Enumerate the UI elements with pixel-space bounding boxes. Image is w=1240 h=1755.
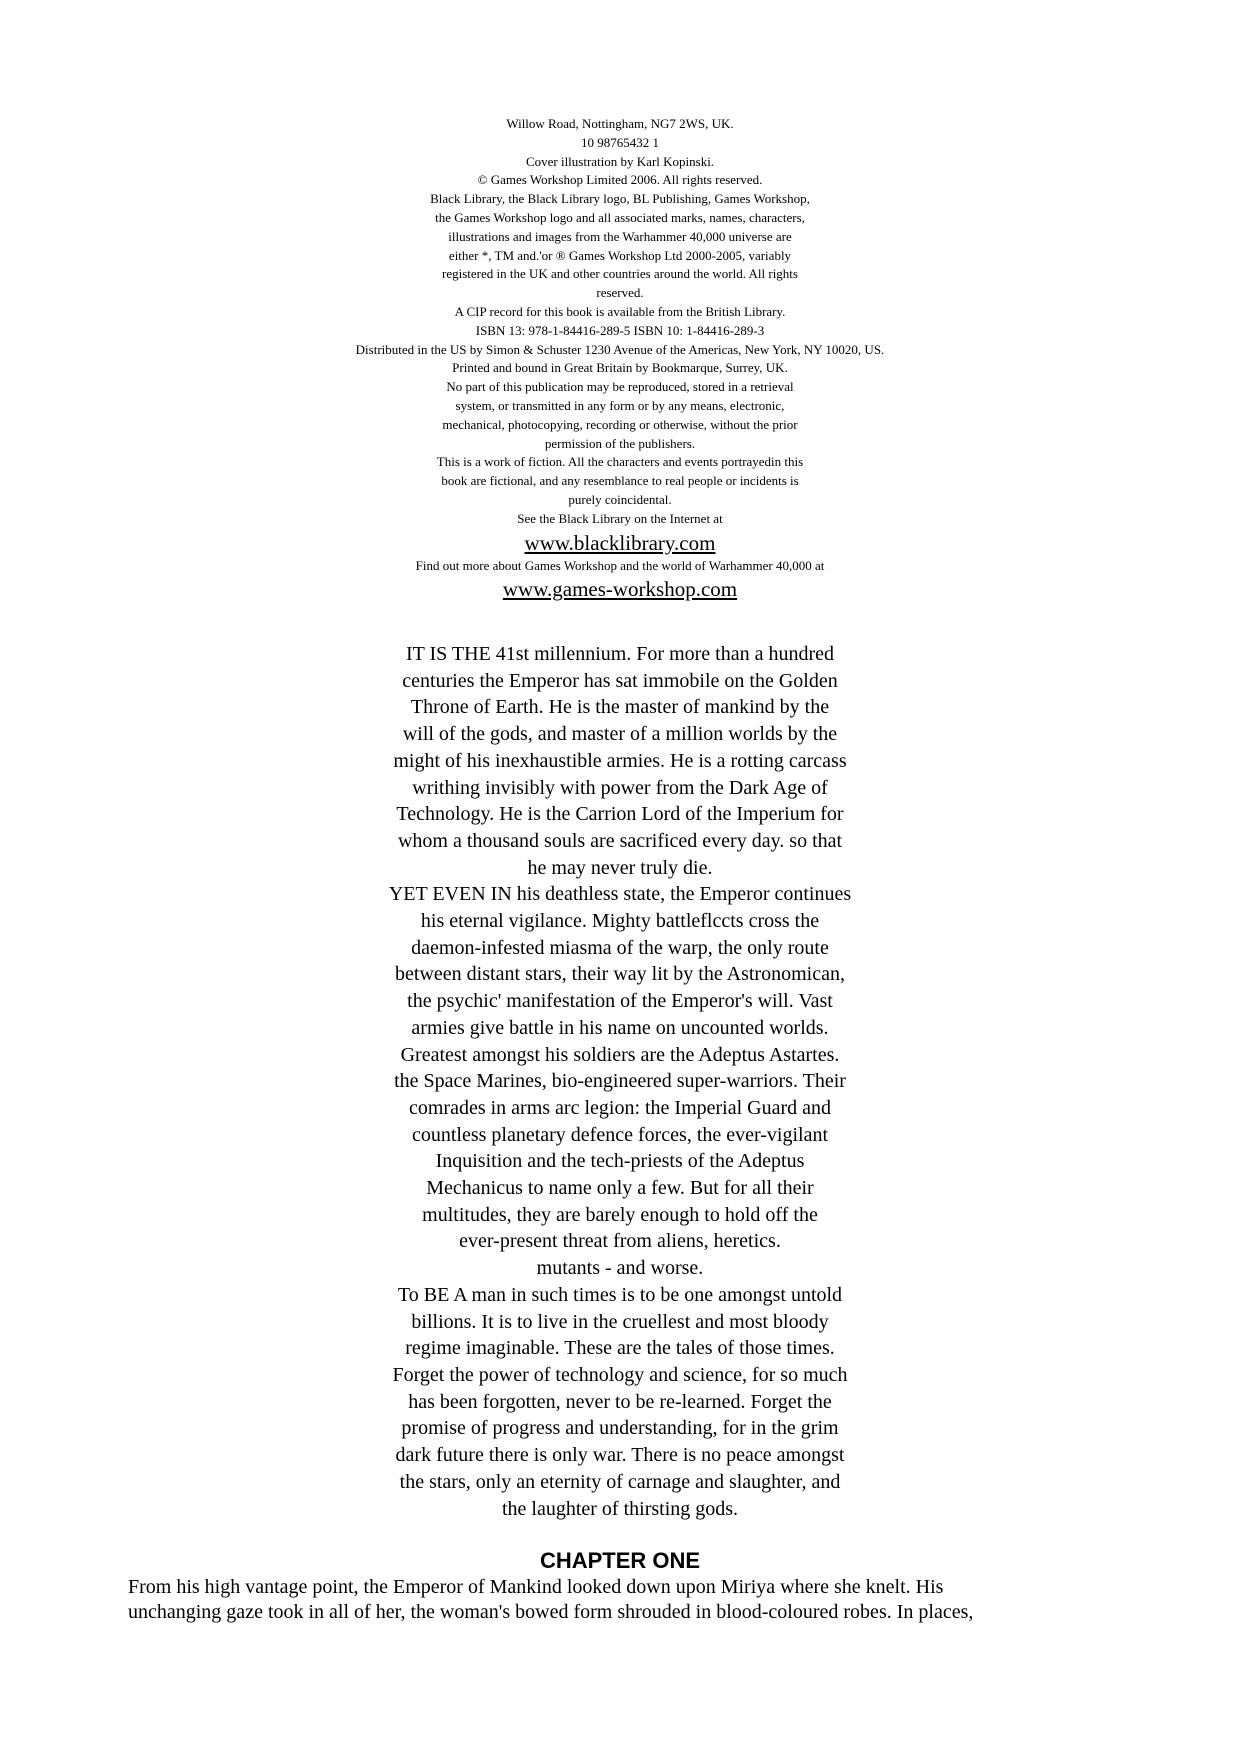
intro-line: the laughter of thirsting gods. xyxy=(501,1497,739,1520)
copyright-imprint xyxy=(0,115,1240,603)
imprint-line: 10 98765432 1 xyxy=(581,134,659,150)
imprint-line: Cover illustration by Karl Kopinski. xyxy=(525,153,715,169)
intro-line: Technology. He is the Carrion Lord of the Imperium for xyxy=(396,803,844,826)
imprint-line: registered in the UK and other countries around the world. All rights xyxy=(442,266,798,282)
intro-line: he may never truly die. xyxy=(527,856,713,879)
intro-line: Throne of Earth. He is the master of mankind by the xyxy=(410,696,830,719)
imprint-line: ISBN 13: 978-1-84416-289-5 ISBN 10: 1-84416-289-3 xyxy=(475,322,765,338)
imprint-line: book are fictional, and any resemblance to real people or incidents is xyxy=(441,473,799,489)
intro-line: billions. It is to live in the cruellest and most bloody xyxy=(411,1310,829,1333)
games-workshop-line: Find out more about Games Workshop and the world of Warhammer 40,000 at xyxy=(415,557,825,573)
intro-line: might of his inexhaustible armies. He is a rotting carcass xyxy=(393,749,847,772)
intro-line: IT IS THE 41st millennium. For more than a hundred xyxy=(405,643,835,665)
intro-line: Forget the power of technology and science, for so much xyxy=(392,1363,848,1386)
intro-line: centuries the Emperor has sat immobile on the Golden xyxy=(402,669,838,692)
imprint-line: A CIP record for this book is available from the British Library. xyxy=(454,303,786,319)
imprint-line: the Games Workshop logo and all associated marks, names, characters, xyxy=(435,209,805,225)
imprint-line: © Games Workshop Limited 2006. All rights reserved. xyxy=(477,172,763,188)
blacklibrary-link[interactable]: www.blacklibrary.com xyxy=(524,530,716,555)
games-workshop-link[interactable]: www.games-workshop.com xyxy=(502,577,738,602)
intro-line: promise of progress and understanding, for in the grim xyxy=(401,1417,839,1440)
intro-line: Mechanicus to name only a few. But for all their xyxy=(426,1177,814,1200)
intro-line: YET EVEN IN his deathless state, the Emperor continues xyxy=(388,883,852,906)
intro-text xyxy=(0,641,1240,1522)
imprint-line: permission of the publishers. xyxy=(544,435,696,451)
intro-line: daemon-infested miasma of the warp, the only route xyxy=(411,936,829,959)
imprint-line: See the Black Library on the Internet at xyxy=(517,510,723,526)
intro-line: comrades in arms arc legion: the Imperial Guard and xyxy=(408,1096,832,1119)
intro-line: dark future there is only war. There is no peace amongst xyxy=(395,1444,845,1467)
chapter-line: From his high vantage point, the Emperor of Mankind looked down upon Miriya where she knelt. His xyxy=(128,1576,944,1598)
intro-line: whom a thousand souls are sacrificed every day. so that xyxy=(397,829,843,852)
imprint-line: Willow Road, Nottingham, NG7 2WS, UK. xyxy=(506,116,734,131)
intro-line: the stars, only an eternity of carnage and slaughter, and xyxy=(399,1470,841,1493)
imprint-line: This is a work of fiction. All the characters and events portrayedin this xyxy=(436,454,804,470)
intro-line: armies give battle in his name on uncounted worlds. xyxy=(411,1016,829,1039)
chapter-line: unchanging gaze took in all of her, the woman's bowed form shrouded in blood-coloured robes. In places, xyxy=(128,1601,974,1623)
intro-line: multitudes, they are barely enough to hold off the xyxy=(422,1203,818,1226)
chapter-body xyxy=(128,1575,1128,1625)
intro-line: his eternal vigilance. Mighty battleflccts cross the xyxy=(420,910,820,933)
imprint-line: illustrations and images from the Warhammer 40,000 universe are xyxy=(448,228,792,244)
intro-line: mutants - and worse. xyxy=(536,1257,704,1280)
imprint-line: either *, TM and.'or ® Games Workshop Ltd 2000-2005, variably xyxy=(448,247,792,263)
imprint-line: purely coincidental. xyxy=(568,491,672,507)
intro-line: will of the gods, and master of a million worlds by the xyxy=(402,723,838,746)
imprint-line: Printed and bound in Great Britain by Bookmarque, Surrey, UK. xyxy=(452,360,788,376)
intro-line: ever-present threat from aliens, heretics. xyxy=(459,1230,781,1253)
intro-line: writhing invisibly with power from the Dark Age of xyxy=(412,776,828,799)
imprint-line: mechanical, photocopying, recording or otherwise, without the prior xyxy=(442,416,798,432)
intro-line: the psychic' manifestation of the Emperor's will. Vast xyxy=(407,990,833,1013)
imprint-line: Distributed in the US by Simon & Schuster 1230 Avenue of the Americas, New York, NY 10020, US. xyxy=(355,341,885,357)
intro-line: To BE A man in such times is to be one amongst untold xyxy=(397,1283,843,1306)
chapter-title: CHAPTER ONE xyxy=(539,1548,701,1573)
imprint-line: reserved. xyxy=(596,285,644,301)
intro-line: Inquisition and the tech-priests of the Adeptus xyxy=(435,1150,805,1173)
intro-line: the Space Marines, bio-engineered super-warriors. Their xyxy=(394,1070,846,1093)
intro-line: between distant stars, their way lit by the Astronomican, xyxy=(395,963,845,986)
intro-line: regime imaginable. These are the tales of those times. xyxy=(405,1337,835,1360)
intro-line: Greatest amongst his soldiers are the Adeptus Astartes. xyxy=(400,1043,840,1066)
imprint-line: No part of this publication may be reproduced, stored in a retrieval xyxy=(446,379,794,395)
intro-line: has been forgotten, never to be re-learned. Forget the xyxy=(408,1390,832,1413)
imprint-line: system, or transmitted in any form or by any means, electronic, xyxy=(455,397,785,413)
intro-line: countless planetary defence forces, the ever-vigilant xyxy=(411,1123,829,1146)
imprint-line: Black Library, the Black Library logo, BL Publishing, Games Workshop, xyxy=(430,191,810,207)
